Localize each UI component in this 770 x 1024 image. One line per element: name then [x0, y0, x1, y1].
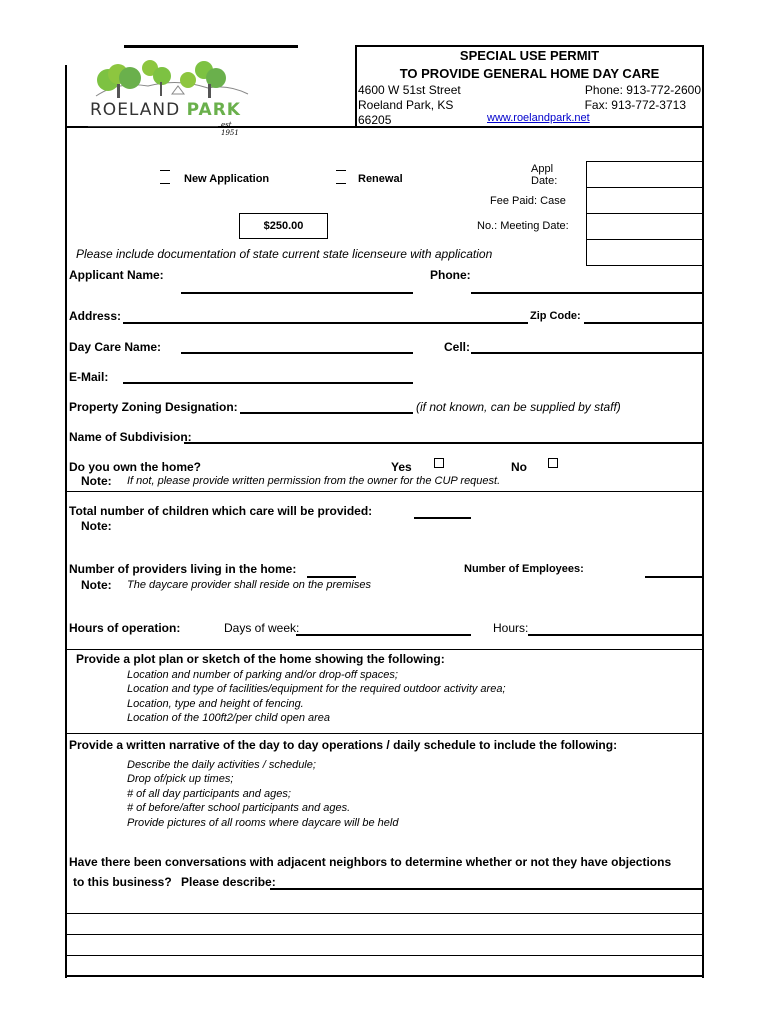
left-border	[65, 65, 67, 978]
fee-amount: $250.00	[263, 220, 304, 232]
logo-roeland: ROELAND	[90, 100, 181, 120]
providers-label: Number of providers living in the home:	[69, 562, 297, 576]
zoning-label: Property Zoning Designation:	[69, 400, 238, 414]
providers-note-label: Note:	[81, 578, 112, 592]
own-home-divider	[67, 491, 702, 492]
plot-plan-item: Location and number of parking and/or drop-off spaces;	[127, 669, 398, 681]
office-extra-field[interactable]	[586, 239, 704, 266]
yes-checkbox[interactable]	[434, 458, 444, 468]
no-checkbox[interactable]	[548, 458, 558, 468]
title-line1: SPECIAL USE PERMIT	[459, 48, 600, 63]
narrative-item: # of all day participants and ages;	[127, 788, 291, 800]
answer-line-2[interactable]	[67, 934, 702, 935]
address-field[interactable]	[123, 322, 528, 324]
new-application-label: New Application	[184, 173, 270, 185]
please-describe-label: Please describe:	[181, 875, 276, 889]
total-children-field[interactable]	[414, 517, 471, 519]
address-line3: 66205	[358, 113, 392, 127]
zoning-note: (if not known, can be supplied by staff)	[416, 400, 621, 414]
roeland-park-logo	[88, 56, 253, 137]
trees-icon	[88, 56, 253, 106]
appl-date-field[interactable]	[586, 161, 704, 188]
zoning-field[interactable]	[240, 412, 413, 414]
plot-plan-heading: Provide a plot plan or sketch of the home showing the following:	[76, 652, 445, 666]
case-no-field[interactable]	[586, 187, 704, 214]
total-children-label: Total number of children which care will be provided:	[69, 504, 373, 518]
answer-line-3[interactable]	[67, 955, 702, 956]
applicant-name-field[interactable]	[181, 292, 413, 294]
title-line2: TO PROVIDE GENERAL HOME DAY CARE	[399, 66, 660, 81]
applicant-name-label: Applicant Name:	[69, 268, 164, 282]
children-note-label: Note:	[81, 519, 112, 533]
zip-code-label: Zip Code:	[530, 310, 581, 322]
plot-plan-divider	[67, 649, 702, 650]
narrative-item: Drop of/pick up times;	[127, 773, 234, 785]
neighbors-question-part2: to this business?	[73, 875, 172, 889]
logo-underline	[88, 126, 218, 127]
plot-plan-item: Location, type and height of fencing.	[127, 698, 304, 710]
email-label: E-Mail:	[69, 370, 109, 384]
address-label: Address:	[69, 309, 122, 323]
day-care-name-field[interactable]	[181, 352, 413, 354]
hours-of-operation-label: Hours of operation:	[69, 621, 181, 635]
neighbors-question: Have there been conversations with adjacent neighbors to determine whether or not they have objections	[69, 855, 672, 869]
meeting-date-field[interactable]	[586, 213, 704, 240]
date-label: Date:	[531, 175, 558, 187]
days-of-week-field[interactable]	[296, 634, 471, 636]
day-care-name-label: Day Care Name:	[69, 340, 162, 354]
fax-number: Fax: 913-772-3713	[584, 98, 686, 112]
phone-label: Phone:	[430, 268, 471, 282]
own-home-note: If not, please provide written permission from the owner for the CUP request.	[127, 475, 501, 487]
zip-code-field[interactable]	[584, 322, 702, 324]
days-of-week-label: Days of week:	[224, 621, 300, 635]
plot-plan-item: Location and type of facilities/equipment for the required outdoor activity area;	[127, 683, 506, 695]
instructions-text: Please include documentation of state current state licenseure with application	[76, 247, 493, 261]
yes-label: Yes	[391, 460, 412, 474]
describe-field[interactable]	[270, 888, 702, 890]
narrative-heading: Provide a written narrative of the day to day operations / daily schedule to include the following:	[69, 738, 618, 752]
new-application-mark-top	[160, 170, 170, 171]
plot-plan-item: Location of the 100ft2/per child open area	[127, 712, 331, 724]
narrative-item: Describe the daily activities / schedule;	[127, 759, 316, 771]
address-line1: 4600 W 51st Street	[358, 83, 461, 97]
website-link[interactable]: www.roelandpark.net	[487, 112, 590, 124]
renewal-mark-bottom	[336, 183, 346, 184]
employees-label: Number of Employees:	[464, 563, 584, 575]
employees-field[interactable]	[645, 576, 702, 578]
appl-label: Appl	[531, 163, 554, 175]
fee-paid-label: Fee Paid: Case	[490, 195, 566, 207]
renewal-mark-top	[336, 170, 346, 171]
logo-est: est. 1951	[221, 121, 239, 137]
own-home-label: Do you own the home?	[69, 460, 201, 474]
case-no-label: No.: Meeting Date:	[477, 220, 569, 232]
hours-field[interactable]	[528, 634, 702, 636]
subdivision-field[interactable]	[184, 442, 702, 444]
email-field[interactable]	[123, 382, 413, 384]
new-application-mark-bottom	[160, 183, 170, 184]
no-label: No	[511, 460, 527, 474]
phone-field[interactable]	[471, 292, 702, 294]
answer-line-4[interactable]	[65, 975, 704, 977]
top-rule	[124, 45, 298, 48]
address-line2: Roeland Park, KS	[358, 98, 454, 112]
narrative-item: # of before/after school participants and ages.	[127, 802, 351, 814]
narrative-item: Provide pictures of all rooms where daycare will be held	[127, 817, 399, 829]
cell-label: Cell:	[444, 340, 471, 354]
providers-note: The daycare provider shall reside on the premises	[127, 579, 371, 591]
cell-field[interactable]	[471, 352, 702, 354]
subdivision-label: Name of Subdivision:	[69, 430, 192, 444]
fee-amount-box	[239, 213, 328, 239]
own-home-note-label: Note:	[81, 474, 112, 488]
logo-park: PARK	[186, 100, 241, 120]
hours-label: Hours:	[493, 621, 529, 635]
renewal-label: Renewal	[358, 173, 403, 185]
phone-number: Phone: 913-772-2600	[584, 83, 701, 97]
answer-line-1[interactable]	[67, 913, 702, 914]
providers-field[interactable]	[307, 576, 356, 578]
header-top-rule	[355, 45, 704, 47]
narrative-divider	[67, 733, 702, 734]
